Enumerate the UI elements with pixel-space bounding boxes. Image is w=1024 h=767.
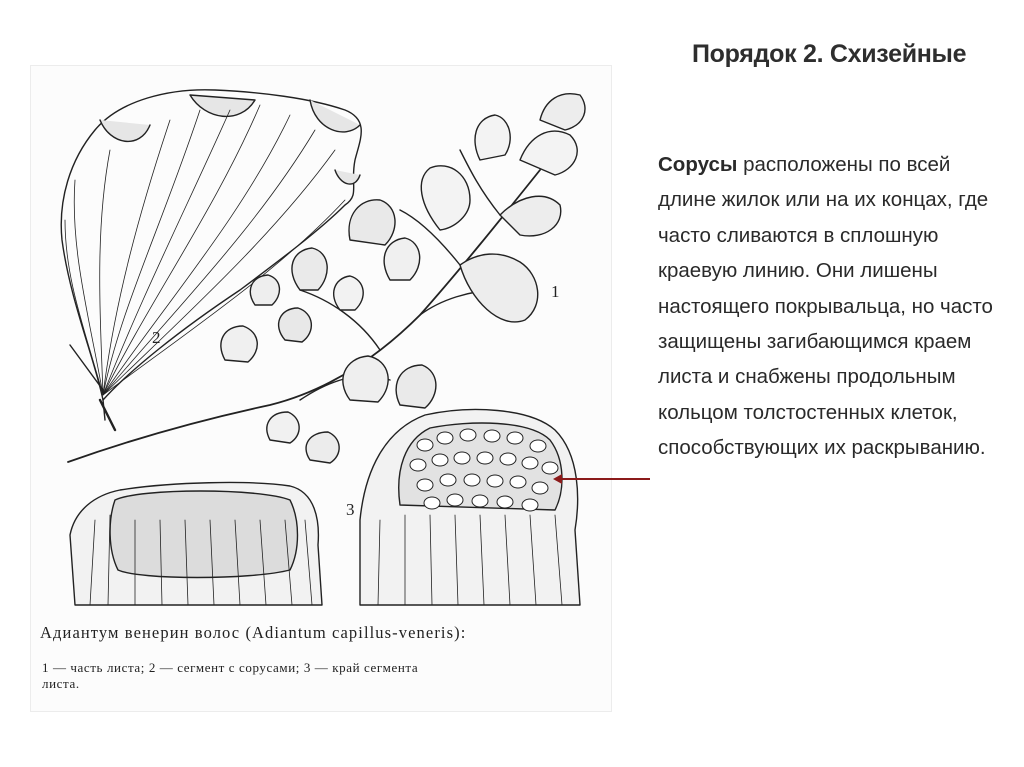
body-text [658,147,1013,466]
figure-caption: Адиантум венерин волос (Adiantum capillus-veneris): [40,623,467,642]
body-text-bold: Сорусы [658,153,738,176]
slide-title: Порядок 2. Схизейные [692,40,967,68]
label-part-2: 2 [152,328,161,347]
pointer-arrow-line [560,478,650,480]
body-text-rest: расположены по всей длине жилок или на их концах, где часто сливаются в сплошную краевую линию. Они лишены настоящего покрывальца, но часто защищены загибающимся краем листа и снабжены продольным кольцом толстостенных клеток, способствующих их раскрыванию. [658,153,993,460]
label-part-1: 1 [551,282,560,301]
label-part-3: 3 [346,500,355,519]
frond-part-1 [68,94,585,463]
legend-line-2: листа. [42,676,80,691]
pointer-arrow-head [553,474,562,484]
legend-line-1: 1 — часть листа; 2 — сегмент с сорусами; 3 — край сегмента [42,660,419,675]
figure-legend [42,660,602,692]
